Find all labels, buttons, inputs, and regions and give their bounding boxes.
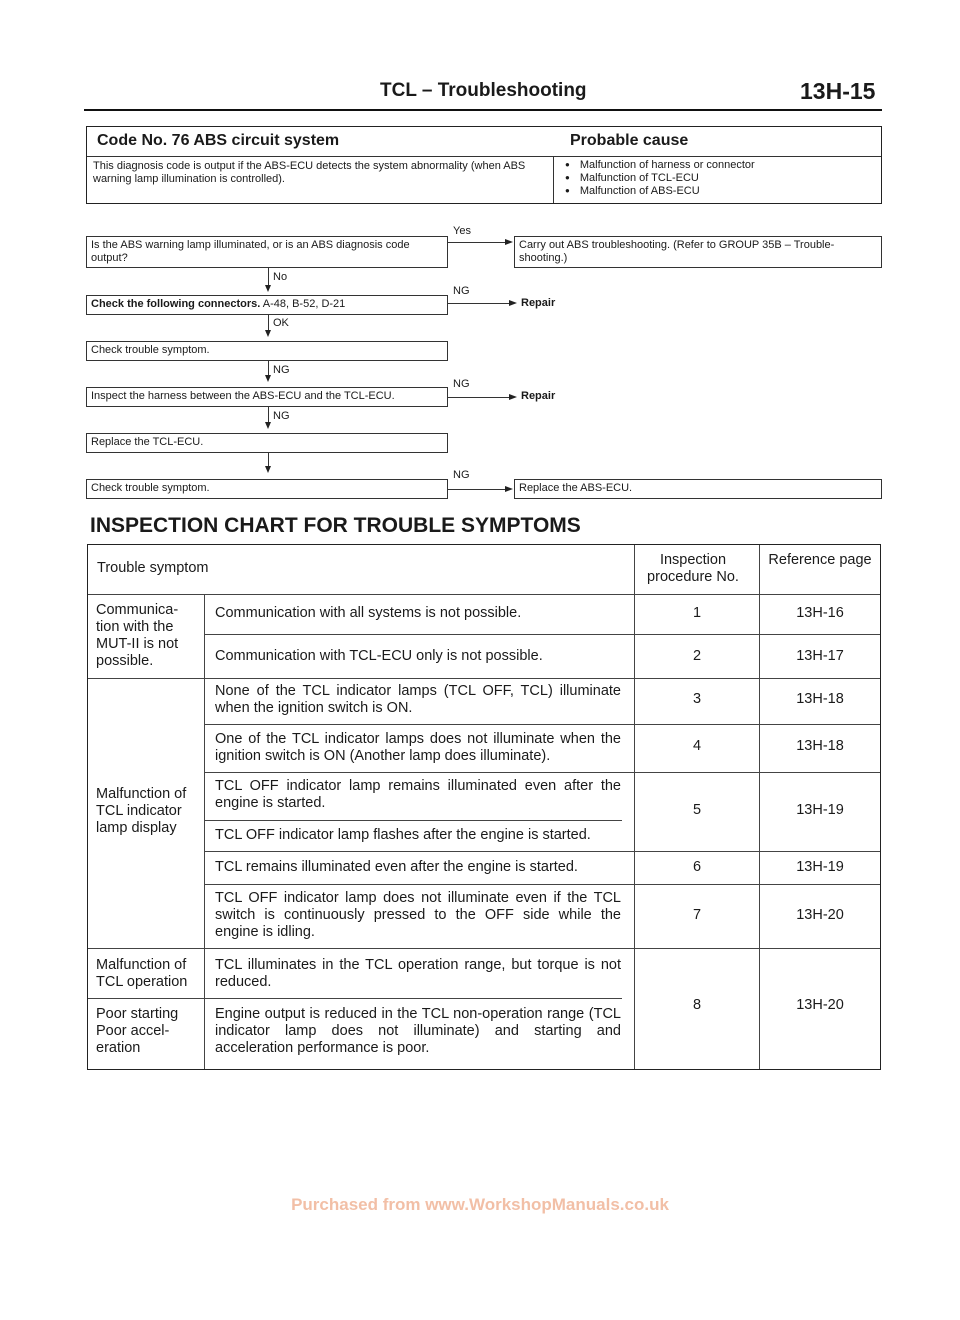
symptom-group-label: Malfunction of TCL operation (96, 957, 188, 990)
symptom-cell: TCL illuminates in the TCL operation range, but torque is not reduced. (215, 957, 621, 990)
footer-watermark: Purchased from www.WorkshopManuals.co.uk (291, 1195, 669, 1214)
table-divider (204, 772, 880, 773)
flow-ng-label: NG (453, 469, 470, 481)
procedure-cell: 4 (692, 738, 702, 754)
table-column-divider (204, 594, 205, 1069)
symptom-cell: None of the TCL indicator lamps (TCL OFF, TCL) illuminate when the ignition switch is ON. (215, 683, 621, 716)
code-box-divider (87, 156, 881, 157)
probable-cause-list (565, 159, 755, 198)
flow-connector (268, 407, 269, 423)
arrow-down-icon (265, 330, 271, 337)
page-number: 13H-15 (800, 78, 876, 104)
symptom-cell: Communication with TCL-ECU only is not possible. (215, 648, 543, 664)
arrow-right-icon (505, 239, 513, 245)
flow-ng-label: NG (453, 378, 470, 390)
flow-action-replace-abs-ecu: Replace the ABS-ECU. (514, 479, 882, 499)
flow-step-replace-tcl-ecu: Replace the TCL-ECU. (86, 433, 448, 453)
reference-cell: 13H-19 (796, 859, 844, 875)
column-header-procedure: Inspection procedure No. (647, 552, 739, 585)
flow-connector (268, 453, 269, 467)
flow-ng-label: NG (273, 410, 290, 422)
flow-connector (448, 303, 510, 304)
flow-step-check-connectors (86, 295, 448, 315)
arrow-down-icon (265, 285, 271, 292)
arrow-right-icon (509, 300, 517, 306)
flow-ng-label: NG (453, 285, 470, 297)
procedure-cell: 7 (692, 907, 702, 923)
procedure-cell: 2 (692, 648, 702, 664)
flow-connector (268, 268, 269, 286)
flow-ok-label: OK (273, 317, 289, 329)
symptom-cell: Engine output is reduced in the TCL non-operation range (TCL indicator lamp does not illuminate) and starting and acceleration performance is poor. (215, 1006, 621, 1056)
arrow-right-icon (509, 394, 517, 400)
inspection-chart-title: INSPECTION CHART FOR TROUBLE SYMPTOMS (90, 514, 581, 537)
column-header-symptom: Trouble symptom (97, 560, 209, 576)
column-header-reference: Reference page (768, 552, 872, 568)
flow-connector (448, 242, 506, 243)
table-divider (204, 820, 622, 821)
flow-yes-label: Yes (453, 225, 471, 237)
table-divider (88, 948, 880, 949)
reference-cell: 13H-20 (796, 907, 844, 923)
flow-repair-label: Repair (521, 297, 556, 309)
reference-cell: 13H-18 (796, 691, 844, 707)
cause-item: ● Malfunction of harness or connector (565, 159, 755, 172)
table-divider (204, 724, 880, 725)
page-title: TCL – Troubleshooting (380, 80, 587, 101)
probable-cause-title: Probable cause (570, 132, 689, 149)
arrow-down-icon (265, 466, 271, 473)
code-box-column-divider (553, 156, 554, 203)
table-divider (88, 998, 622, 999)
flow-question-abs-lamp: Is the ABS warning lamp illuminated, or is an ABS diagnosis code output? (86, 236, 448, 268)
flow-step-check-symptom-final: Check trouble symptom. (86, 479, 448, 499)
flow-connector (448, 489, 506, 490)
symptom-cell: Communication with all systems is not possible. (215, 605, 522, 621)
symptom-group-label: Communica-tion with the MUT-II is not possible. (96, 602, 179, 669)
reference-cell: 13H-16 (796, 605, 844, 621)
symptom-cell: TCL remains illuminated even after the engine is started. (215, 859, 578, 875)
arrow-down-icon (265, 375, 271, 382)
inspection-chart-table (87, 544, 881, 1070)
flow-step-inspect-harness: Inspect the harness between the ABS-ECU and the TCL-ECU. (86, 387, 448, 407)
cause-item: ● Malfunction of TCL-ECU (565, 172, 755, 185)
flow-step-check-symptom: Check trouble symptom. (86, 341, 448, 361)
flow-step-check-connectors-list: A-48, B-52, D-21 (262, 298, 346, 310)
table-divider (88, 678, 880, 679)
code-title: Code No. 76 ABS circuit system (97, 132, 340, 149)
procedure-cell: 1 (692, 605, 702, 621)
flow-ng-label: NG (273, 364, 290, 376)
table-divider (88, 594, 880, 595)
symptom-cell: TCL OFF indicator lamp remains illuminated even after the engine is started. (215, 778, 621, 811)
procedure-cell: 8 (692, 997, 702, 1013)
arrow-down-icon (265, 422, 271, 429)
table-divider (204, 884, 880, 885)
procedure-cell: 3 (692, 691, 702, 707)
flow-step-check-connectors-bold: Check the following connectors. (91, 298, 261, 310)
reference-cell: 13H-17 (796, 648, 844, 664)
procedure-cell: 5 (692, 802, 702, 818)
reference-cell: 13H-18 (796, 738, 844, 754)
symptom-cell: TCL OFF indicator lamp does not illuminate even if the TCL switch is continuously pressed to the OFF side while the engine is idling. (215, 890, 621, 940)
flow-connector (448, 397, 510, 398)
flow-connector (268, 361, 269, 376)
cause-item: ● Malfunction of ABS-ECU (565, 185, 755, 198)
arrow-right-icon (505, 486, 513, 492)
symptom-group-label: Malfunction of TCL indicator lamp display (96, 786, 187, 836)
symptom-cell: TCL OFF indicator lamp flashes after the engine is started. (215, 827, 591, 843)
table-divider (204, 851, 880, 852)
code-description: This diagnosis code is output if the ABS-ECU detects the system abnormality (when ABS warning lamp illumination is controlled). (93, 160, 526, 185)
reference-cell: 13H-20 (796, 997, 844, 1013)
symptom-cell: One of the TCL indicator lamps does not illuminate when the ignition switch is ON (Another lamp does illuminate). (215, 731, 621, 764)
symptom-group-label: Poor starting Poor accel-eration (96, 1006, 179, 1056)
flow-action-abs-troubleshooting: Carry out ABS troubleshooting. (Refer to GROUP 35B – Trouble-shooting.) (514, 236, 882, 268)
flow-connector (268, 315, 269, 331)
flow-no-label: No (273, 271, 288, 283)
flow-repair-label: Repair (521, 390, 556, 402)
table-divider (204, 634, 880, 635)
reference-cell: 13H-19 (796, 802, 844, 818)
header-divider (84, 109, 882, 111)
code-info-box (86, 126, 882, 204)
procedure-cell: 6 (692, 859, 702, 875)
